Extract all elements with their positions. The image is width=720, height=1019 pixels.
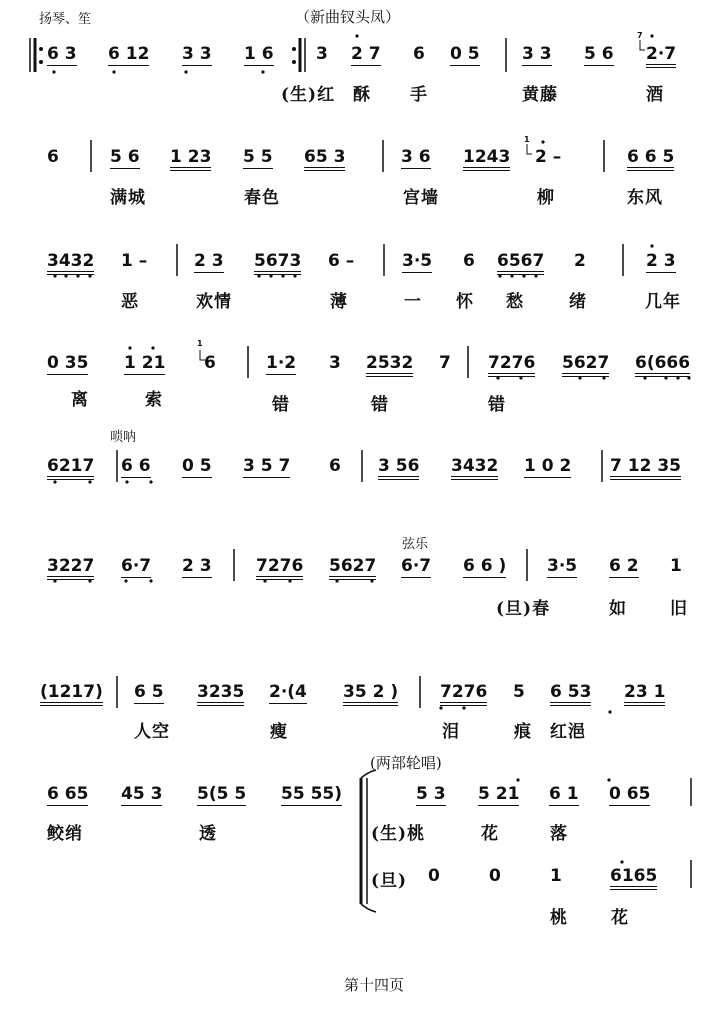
note-group: 3 3 [522,44,552,64]
lyric: 红浥 [550,722,586,742]
note-group: 1243 [463,147,510,171]
grace-note-row2: 1 [524,135,530,144]
note-group: 1 23 [170,147,211,171]
note-group: 65 3 [304,147,345,171]
lyric: 错 [488,395,506,415]
note-group: 6 [463,251,475,271]
lyric: 错 [371,395,389,415]
note-group: 6165 [610,866,657,890]
note-group: 35 2 ) [343,682,398,706]
note-group: 1 0 2 [524,456,572,476]
note-group: 6567 [497,251,544,275]
lyric: 绪 [569,292,587,312]
tune-title: （新曲钗头凤） [295,8,401,26]
note-group: 1 21 [124,353,166,373]
note-group: 6217 [47,456,94,480]
lyric: 愁 [506,292,524,312]
note-group: 2 3 [182,556,212,576]
lyric: 鲛绡 [47,824,83,844]
note-group: 6 65 [47,784,89,804]
note-group: 2·(4 [269,682,307,702]
instrument-note-strings: 弦乐 [402,537,429,552]
note-group: 1·2 [266,353,297,373]
lyric: 错 [272,395,290,415]
note-group: (1217) [40,682,103,706]
grace-note-row1: 7 [637,31,643,40]
lyric: 柳 [537,188,555,208]
note-group: 55 55) [281,784,343,804]
note-group: 2 [574,251,586,271]
note-group: 3 56 [378,456,419,480]
note-group: 0 [489,866,501,886]
lyric: 薄 [330,292,348,312]
note-group: 5 6 [584,44,614,64]
note-group: 3 3 [182,44,212,64]
note-group: 6 1 [549,784,579,804]
lyric: 一 [404,292,422,312]
note-group: 1 [550,866,562,886]
note-group: 2 3 [194,251,224,271]
note-group: 6 2 [609,556,639,576]
lyric: 索 [145,390,163,410]
instrument-note-suona: 唢呐 [110,430,137,445]
note-group: 6 12 [108,44,150,64]
note-group: 6 [204,353,216,373]
note-group: 23 1 [624,682,665,706]
note-group: 1 [670,556,682,576]
note-group: 5 5 [243,147,273,167]
lyric: 旧 [670,599,688,619]
lyric: 如 [609,599,627,619]
note-group: 2 – [535,147,562,167]
note-group: 6 6 5 [627,147,674,171]
lyric: 瘦 [270,722,288,742]
lyric: 离 [71,390,89,410]
lyric: 透 [199,824,217,844]
page-number: 第十四页 [344,976,405,994]
lyric: 宫墙 [403,188,439,208]
note-group: 3·5 [547,556,578,576]
note-group: 7276 [256,556,303,580]
note-group: 5 21 [478,784,520,804]
lyric: 人空 [134,722,170,742]
note-group: 0 35 [47,353,89,373]
note-group: 2532 [366,353,413,377]
note-group: 6 [47,147,59,167]
note-group: 6·7 [121,556,152,576]
note-group: 5627 [329,556,376,580]
note-group: 6 – [328,251,355,271]
note-group: 2 7 [351,44,381,64]
lyric: 落 [550,824,568,844]
note-group: 3 [316,44,328,64]
note-group: 3432 [47,251,94,275]
note-group: 3 [329,353,341,373]
note-group: 5 [513,682,525,702]
note-group: 3227 [47,556,94,580]
lyric: 黄藤 [522,85,558,105]
note-group: 6 [329,456,341,476]
lyric: 春色 [244,188,280,208]
note-group: 5 6 [110,147,140,167]
lyric: 恶 [121,292,139,312]
lyric: 桃 [550,908,568,928]
note-group: 1 6 [244,44,274,64]
lyric: 几年 [645,292,681,312]
lyric: (生)桃 [371,824,426,844]
note-group: 5(5 5 [197,784,247,804]
note-group: 0 [428,866,440,886]
note-group: 3432 [451,456,498,480]
lyric: 酥 [353,85,371,105]
note-group: 6 6 [121,456,151,476]
note-group: 0 65 [609,784,651,804]
lyric: 泪 [442,722,460,742]
role-label: (旦) [371,871,408,891]
note-group: 2·7 [646,44,676,68]
note-group: 2 3 [646,251,676,271]
note-group: 3 6 [401,147,431,167]
lyric: 东风 [627,188,663,208]
note-group: 6 5 [134,682,164,702]
instrument-note-top: 扬琴、笙 [39,12,92,27]
note-group: 5673 [254,251,301,275]
note-group: 0 5 [450,44,480,64]
note-group: 5 3 [416,784,446,804]
note-group: 3·5 [402,251,433,271]
section-note: (两部轮唱) [370,754,442,772]
lyric: 花 [611,908,629,928]
note-group: 6(666 [635,353,690,377]
note-group: 6 3 [47,44,77,64]
note-group: 3 5 7 [243,456,291,476]
lyric: 满城 [110,188,146,208]
note-group: 7276 [488,353,535,377]
lyric: 欢情 [196,292,232,312]
note-group: 6 53 [550,682,591,706]
lyric: 花 [481,824,499,844]
note-group: 7 [439,353,451,373]
note-group: 0 5 [182,456,212,476]
note-group: 6 [413,44,425,64]
note-group: 5627 [562,353,609,377]
note-group: 45 3 [121,784,163,804]
note-group: 1 – [121,251,148,271]
lyric: 酒 [646,85,664,105]
lyric: (生)红 [281,85,336,105]
lyric: 怀 [456,292,474,312]
lyric: 痕 [514,722,532,742]
note-group: 7276 [440,682,487,706]
note-group: 6·7 [401,556,432,576]
lyric: (旦)春 [496,599,551,619]
note-group: 3235 [197,682,244,706]
grace-note-row4: 1 [197,339,203,348]
note-group: 6 6 ) [463,556,507,576]
lyric: 手 [410,85,428,105]
note-group: 7 12 35 [610,456,681,480]
